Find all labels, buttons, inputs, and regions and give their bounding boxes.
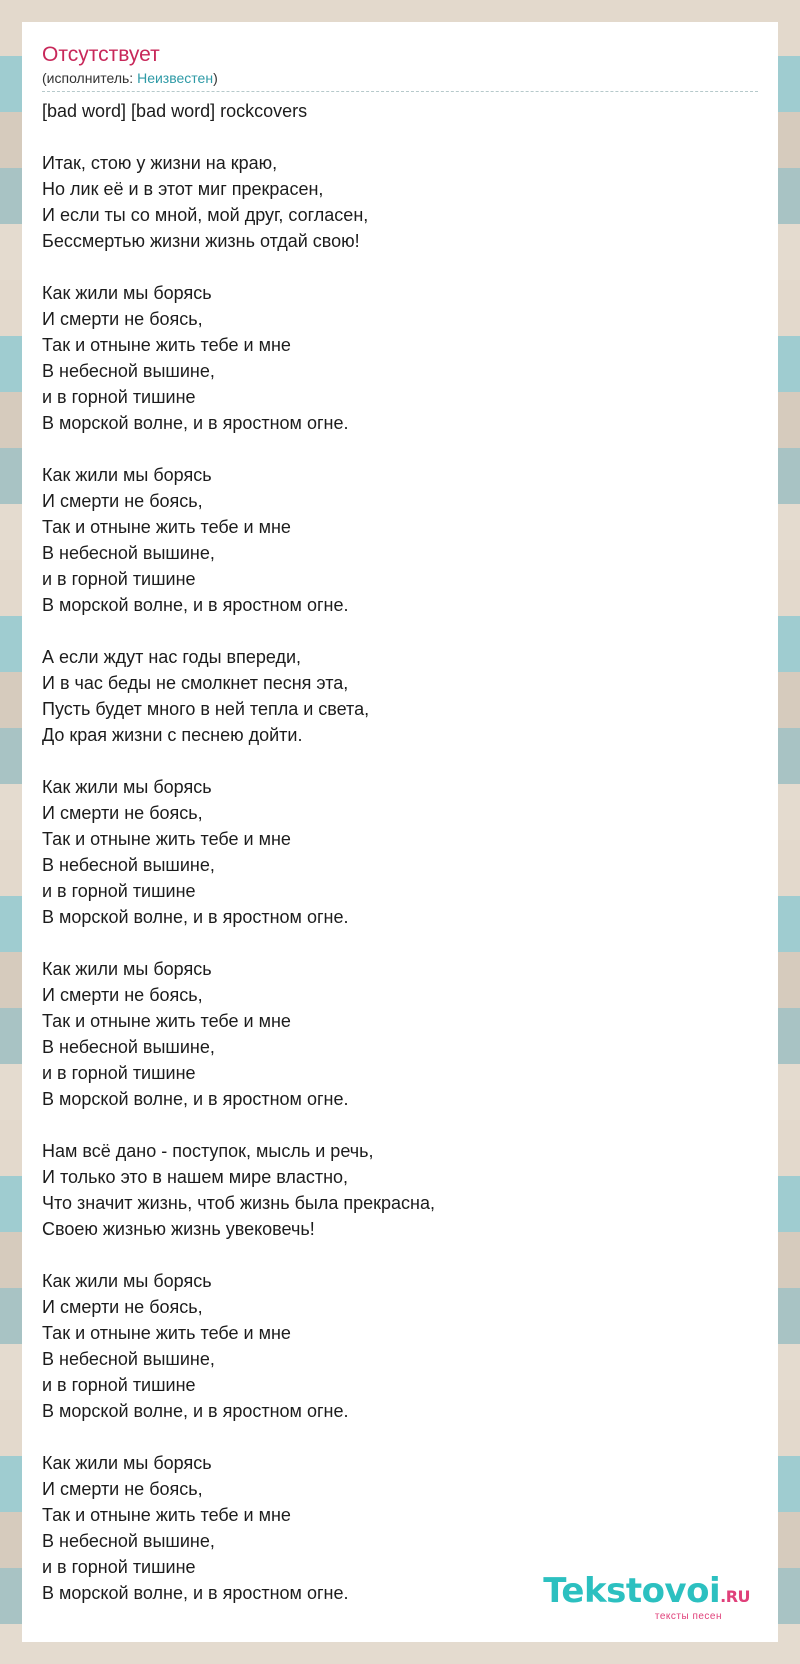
lyrics-line: Так и отныне жить тебе и мне [42, 517, 291, 537]
artist-link[interactable]: Неизвестен [137, 70, 214, 86]
lyrics-stanza [42, 1138, 758, 1242]
lyrics-line: До края жизни с песнею дойти. [42, 725, 303, 745]
lyrics-line: Так и отныне жить тебе и мне [42, 829, 291, 849]
lyrics-line: Как жили мы борясь [42, 777, 212, 797]
lyrics-line: И смерти не боясь, [42, 1479, 203, 1499]
title-divider [42, 91, 758, 92]
lyrics-line: Так и отныне жить тебе и мне [42, 1505, 291, 1525]
artist-prefix: (исполнитель: [42, 70, 138, 86]
lyrics-line: Бессмертью жизни жизнь отдай свою! [42, 231, 360, 251]
lyrics-line: и в горной тишине [42, 1063, 196, 1083]
logo-brand: Tekstovoi [543, 1571, 721, 1611]
lyrics-line: И смерти не боясь, [42, 1297, 203, 1317]
lyrics-line: Как жили мы борясь [42, 1271, 212, 1291]
lyrics-stanza [42, 150, 758, 254]
lyrics-stanza [42, 280, 758, 436]
lyrics-stanza [42, 644, 758, 748]
lyrics-line: В морской волне, и в яростном огне. [42, 907, 349, 927]
lyrics-line: В небесной вышине, [42, 1349, 215, 1369]
lyrics-card [22, 22, 778, 1642]
lyrics-stanza [42, 774, 758, 930]
lyrics-line: А если ждут нас годы впереди, [42, 647, 302, 667]
lyrics-stanza [42, 1268, 758, 1424]
lyrics-line: Так и отныне жить тебе и мне [42, 335, 291, 355]
lyrics-line: Как жили мы борясь [42, 465, 212, 485]
lyrics-line: Но лик её и в этот миг прекрасен, [42, 179, 324, 199]
lyrics-line: И в час беды не смолкнет песня эта, [42, 673, 349, 693]
lyrics-line: В морской волне, и в яростном огне. [42, 1401, 349, 1421]
lyrics-line: Так и отныне жить тебе и мне [42, 1011, 291, 1031]
lyrics-stanza [42, 956, 758, 1112]
lyrics-line: Как жили мы борясь [42, 1453, 212, 1473]
logo-tagline: тексты песен [654, 1611, 722, 1622]
lyrics-line: В небесной вышине, [42, 543, 215, 563]
lyrics-line: В небесной вышине, [42, 855, 215, 875]
lyrics-line: И смерти не боясь, [42, 491, 203, 511]
lyrics-line: И только это в нашем мире властно, [42, 1167, 349, 1187]
lyrics-line: Как жили мы борясь [42, 959, 212, 979]
lyrics-line: Нам всё дано - поступок, мысль и речь, [42, 1141, 374, 1161]
lyrics-line: и в горной тишине [42, 881, 196, 901]
site-logo[interactable] [543, 1573, 750, 1622]
lyrics-stanza [42, 462, 758, 618]
lyrics-line: И если ты со мной, мой друг, согласен, [42, 205, 369, 225]
song-title: Отсутствует [42, 43, 160, 66]
lyrics-line: Что значит жизнь, чтоб жизнь была прекрасна, [42, 1193, 435, 1213]
lyrics-line: В небесной вышине, [42, 1531, 215, 1551]
lyrics-text [42, 98, 758, 1606]
lyrics-line: В морской волне, и в яростном огне. [42, 413, 349, 433]
artist-suffix: ) [213, 70, 218, 86]
lyrics-line: Как жили мы борясь [42, 283, 212, 303]
lyrics-line: Итак, стою у жизни на краю, [42, 153, 278, 173]
lyrics-line: И смерти не боясь, [42, 309, 203, 329]
lyrics-line: В морской волне, и в яростном огне. [42, 595, 349, 615]
lyrics-line: В морской волне, и в яростном огне. [42, 1583, 349, 1603]
lyrics-line: и в горной тишине [42, 1375, 196, 1395]
lyrics-line: Пусть будет много в ней тепла и света, [42, 699, 370, 719]
lyrics-line: Так и отныне жить тебе и мне [42, 1323, 291, 1343]
lyrics-line: В небесной вышине, [42, 1037, 215, 1057]
lyrics-stanza [42, 98, 758, 124]
lyrics-line: Своею жизнью жизнь увековечь! [42, 1219, 315, 1239]
lyrics-line: В морской волне, и в яростном огне. [42, 1089, 349, 1109]
lyrics-line: И смерти не боясь, [42, 985, 203, 1005]
artist-line [42, 69, 758, 87]
lyrics-line: [bad word] [bad word] rockcovers [42, 101, 308, 121]
logo-tld: .RU [720, 1587, 750, 1606]
lyrics-line: И смерти не боясь, [42, 803, 203, 823]
lyrics-line: В небесной вышине, [42, 361, 215, 381]
lyrics-line: и в горной тишине [42, 387, 196, 407]
lyrics-line: и в горной тишине [42, 1557, 196, 1577]
lyrics-line: и в горной тишине [42, 569, 196, 589]
